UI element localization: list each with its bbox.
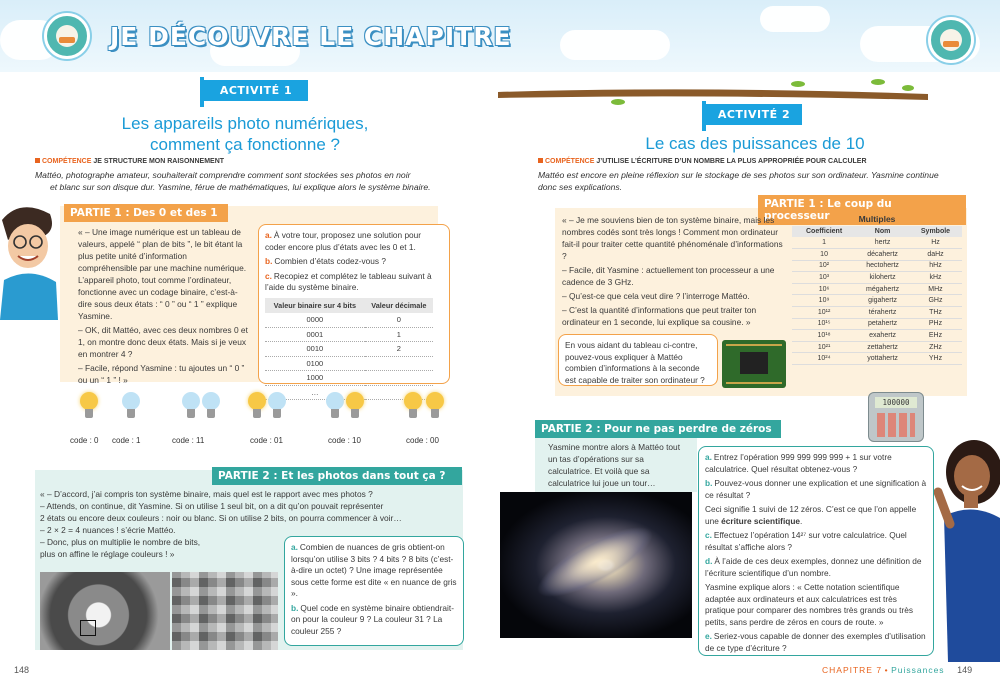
activity-1-title-line2: comment ça fonctionne ? — [150, 135, 340, 154]
question-a — [265, 230, 443, 253]
table-row: 10¹² térahertz THz — [792, 307, 962, 319]
bulb-icon — [268, 392, 286, 418]
question-e: e. Seriez-vous capable de donner des exemples d’utilisation de ce type d’écriture ? — [705, 631, 926, 653]
calculator-display: 100000 — [875, 397, 917, 408]
question-letter: a. — [291, 542, 298, 552]
processor-dialogue — [562, 214, 786, 330]
intro-line: et blanc sur son disque dur. Yasmine, férue de mathématiques, lui explique alors le système binaire. — [50, 182, 431, 192]
activity-1-label: ACTIVITÉ 1 — [204, 80, 308, 101]
dialogue-line: – Attends, on continue, dit Yasmine. Si on utilise 1 seul bit, on a dit qu’on pouvait représenter — [40, 501, 384, 511]
footer-separator: • — [884, 665, 889, 675]
part-2-intro: Yasmine montre alors à Mattéo tout un tas d’opérations sur sa calculatrice. Et voilà que sa calculatrice lui joue un tour… — [548, 442, 681, 488]
activity-1-title-line1: Les appareils photo numériques, — [121, 114, 369, 133]
table-row: 10³ kilohertz kHz — [792, 272, 962, 284]
question-text: Combien de nuances de gris obtient-on lorsqu’on utilise 3 bits ? 4 bits ? 8 bits (c’est-à-dire un octet) ? Une image représentée sous cette forme est dite « en nuance de gris ». — [291, 542, 457, 598]
code-label: code : 00 — [406, 436, 439, 445]
girl-illustration — [934, 432, 1000, 662]
part-2-heading: PARTIE 2 : Et les photos dans tout ça ? — [212, 467, 462, 485]
bulb-icon — [404, 392, 422, 418]
code-label: code : 1 — [112, 436, 141, 445]
intro-line: Mattéo est encore en pleine réflexion sur le stockage de ses photos sur son ordinateur. Yasmine continue — [538, 170, 939, 180]
dialogue-paragraph: – C’est la quantité d’informations que peut traiter ton ordinateur en 1 seconde, lui explique sa cousine. » — [562, 305, 757, 327]
part-2-questions — [284, 536, 464, 646]
multiples-table: Coefficient Nom Symbole 1 hertz Hz 10 décahertz daHz 10² hectohertz hHz 10³ kilohertz kHz 10⁶ mégahertz MHz 10⁹ gigahertz GHz 10¹² térahertz THz 10¹⁵ petahertz PHz 10¹⁸ exahertz EHz 10²¹ zettahertz ZHz 10²⁴ yottahertz YHz — [792, 226, 962, 365]
bulb-icon — [80, 392, 98, 418]
footer-topic: Puissances — [891, 665, 945, 675]
table-row: 1 hertz Hz — [792, 237, 962, 249]
question-text: Recopiez et complétez le tableau suivant à l’aide du système binaire. — [265, 270, 432, 292]
bulb-codes — [70, 392, 460, 452]
bulb-icon — [346, 392, 364, 418]
intro-line: Mattéo, photographe amateur, souhaiterait comprendre comment sont stockées ses photos en noir — [35, 170, 411, 180]
dialogue-paragraph: – Facile, dit Yasmine : actuellement ton processeur a une cadence de 3 GHz. — [562, 265, 775, 287]
table-row: 0010 2 — [265, 342, 433, 357]
calculator-icon — [868, 392, 924, 442]
bulb-icon — [326, 392, 344, 418]
table-title: Multiples — [858, 214, 896, 224]
question-a: a. Entrez l’opération 999 999 999 999 + 1 sur votre calculatrice. Quel résultat obtenez-vous ? — [705, 452, 892, 474]
table-row: 1000 — [265, 371, 433, 386]
code-label: code : 01 — [250, 436, 283, 445]
activity-1-intro — [35, 169, 465, 193]
competence-text: J’UTILISE L’ÉCRITURE D’UN NOMBRE LA PLUS APPROPRIÉE POUR CALCULER — [596, 158, 867, 165]
code-label: code : 10 — [328, 436, 361, 445]
question-b — [265, 256, 443, 268]
dialogue-line: – Donc, plus on multiplie le nombre de bits, — [40, 537, 201, 547]
table-row: 10⁶ mégahertz MHz — [792, 283, 962, 295]
competence-text: JE STRUCTURE MON RAISONNEMENT — [93, 158, 225, 165]
question-text: Quel code en système binaire obtiendrait-on pour la couleur 9 ? La couleur 31 ? La couleur 255 ? — [291, 602, 454, 636]
table-header: Valeur binaire sur 4 bits — [265, 298, 365, 314]
boy-illustration — [0, 200, 60, 320]
camera-badge-icon — [44, 13, 90, 59]
table-row: 10²⁴ yottahertz YHz — [792, 353, 962, 365]
footer-chapter: CHAPITRE 7 — [822, 665, 883, 675]
competence-2 — [538, 158, 867, 165]
bulb-icon — [202, 392, 220, 418]
table-row: … — [265, 385, 433, 400]
dialogue-paragraph: « – Une image numérique est un tableau de valeurs, appelé “ plan de bits ”, le bit étant la plus petite unité d’information compréhensible par une machine numérique. L’appareil photo, tout comme l’ordinateur, fonctionne avec un codage binaire, c’est-à-dire sous deux états : “ 0 ” ou “ 1 ” explique Yasmine. — [78, 227, 247, 321]
explanation: Yasmine explique alors : « Cette notation scientifique adaptée aux ordinateurs et aux calculatrices est très pratique pour comparer des nombres très grands ou très petits, sans perdre de zéros en cours de route. » — [705, 582, 913, 627]
table-header: Valeur décimale — [365, 298, 433, 314]
table-row: 10¹⁸ exahertz EHz — [792, 330, 962, 342]
question-c: c. Effectuez l’opération 14²⁷ sur votre calculatrice. Quel résultat s’affiche alors ? — [705, 530, 907, 552]
part-1-dialogue — [78, 226, 248, 388]
part-1-questions — [258, 224, 450, 397]
chip-photo — [722, 340, 786, 388]
bulb-icon — [426, 392, 444, 418]
flower-photo — [40, 572, 278, 650]
competence-label: COMPÉTENCE — [42, 158, 92, 165]
dialogue-line: 2 états ou encore deux couleurs : noir ou blanc. Si on utilise 2 bits, on pourra commencer à voir… — [40, 513, 402, 523]
dialogue-line: « – D’accord, j’ai compris ton système binaire, mais quel est le rapport avec mes photos ? — [40, 489, 373, 499]
question-b: b. Pouvez-vous donner une explication et une signification à ce résultat ? — [705, 478, 927, 500]
page-number-left: 148 — [14, 665, 30, 675]
galaxy-photo — [500, 492, 692, 638]
part-1-heading: PARTIE 1 : Des 0 et des 1 — [64, 204, 228, 222]
scientific-note: Ceci signifie 1 suivi de 12 zéros. C’est ce que l’on appelle une écriture scientifique. — [705, 504, 917, 526]
question-text: Combien d’états codez-vous ? — [274, 256, 386, 266]
part-2-heading: PARTIE 2 : Pour ne pas perdre de zéros — [535, 420, 781, 438]
camera-badge-icon — [928, 17, 974, 63]
page-footer — [822, 665, 972, 675]
table-row: 10²¹ zettahertz ZHz — [792, 341, 962, 353]
bulb-icon — [182, 392, 200, 418]
table-row: 10¹⁵ petahertz PHz — [792, 318, 962, 330]
chapter-title: JE DÉCOUVRE LE CHAPITRE — [110, 22, 512, 51]
table-row: 0100 — [265, 356, 433, 371]
part-2-questions — [698, 446, 934, 656]
binary-table — [265, 298, 433, 401]
table-row: 0000 0 — [265, 313, 433, 327]
activity-2-title: Le cas des puissances de 10 — [645, 134, 865, 153]
competence-label: COMPÉTENCE — [545, 158, 595, 165]
chapter-header — [0, 0, 1000, 72]
question-letter: a. — [265, 230, 272, 240]
question-letter: b. — [265, 256, 273, 266]
activity-1-title — [90, 113, 400, 155]
competence-1 — [35, 158, 224, 165]
question-c — [265, 271, 443, 294]
dialogue-paragraph: – OK, dit Mattéo, avec ces deux nombres 0 et 1, on montre donc deux états. Mais si je veux en montrer 4 ? — [78, 325, 248, 359]
intro-line: donc ses explications. — [538, 182, 623, 192]
activity-2-intro — [538, 169, 968, 193]
part-1-heading: PARTIE 1 : Le coup du processeur — [758, 195, 966, 225]
dialogue-line: plus on affine le réglage couleurs ! » — [40, 549, 175, 559]
code-label: code : 0 — [70, 436, 99, 445]
question-d: d. À l’aide de ces deux exemples, donnez une définition de l’écriture scientifique d’un nombre. — [705, 556, 922, 578]
dialogue-paragraph: – Qu’est-ce que cela veut dire ? l’interroge Mattéo. — [562, 291, 750, 301]
dialogue-paragraph: « – Je me souviens bien de ton système binaire, mais les nombres codés sont très longs ! Comment mon ordinateur fait-il pour traiter cette quantité phénoménale d’informations ? — [562, 215, 783, 261]
question-b — [291, 603, 457, 638]
processor-question: En vous aidant du tableau ci-contre, pouvez-vous expliquer à Mattéo combien d’informations à la seconde est capable de traiter son ordinateur ? — [558, 334, 718, 386]
page-number-right: 149 — [957, 665, 973, 675]
dialogue-paragraph: – Facile, répond Yasmine : tu ajoutes un “ 0 ” ou un “ 1 ” ! » — [78, 363, 245, 385]
question-text: À votre tour, proposez une solution pour coder encore plus d’états avec les 0 et 1. — [265, 230, 422, 252]
code-label: code : 11 — [172, 436, 205, 445]
question-letter: c. — [265, 270, 272, 281]
table-row: 10 décahertz daHz — [792, 249, 962, 261]
question-letter: b. — [291, 602, 299, 613]
activity-2-label: ACTIVITÉ 2 — [706, 104, 802, 125]
question-a — [291, 542, 457, 600]
multiples-table-container — [792, 214, 962, 365]
bulb-icon — [122, 392, 140, 418]
table-row: 10⁹ gigahertz GHz — [792, 295, 962, 307]
table-row: 0001 1 — [265, 327, 433, 342]
table-row: 10² hectohertz hHz — [792, 260, 962, 272]
dialogue-line: – 2 × 2 = 4 nuances ! s’écrie Mattéo. — [40, 525, 176, 535]
bulb-icon — [248, 392, 266, 418]
